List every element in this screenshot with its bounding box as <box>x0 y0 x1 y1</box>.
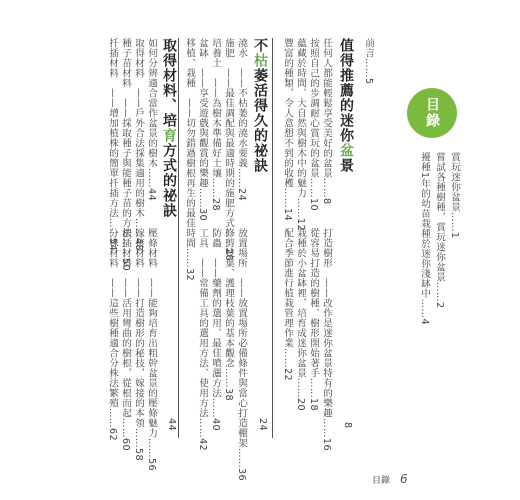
section-2-item-1[interactable]: 澆水 ——不枯萎的澆水要義……24 <box>236 38 247 201</box>
section-3-item-3[interactable]: 種子苗材料 ——採取種子與能種子苗的方法……50 <box>120 38 131 271</box>
section-1-item-4[interactable]: 豐富的種類，令人意想不到的收穫……14 <box>282 38 293 221</box>
section-2-item-5[interactable]: 移植、栽種 ——切勿錯過樹根再生的最佳時間……32 <box>184 38 195 281</box>
section-1-item-6[interactable]: 從容易打造的樹種、樹形開始著手……18 <box>308 228 319 411</box>
section-3-item-5[interactable]: 壓條材料 ——能夠培育出粗幹盆景的壓條魅力……56 <box>146 228 157 471</box>
section-2-item-7[interactable]: 修剪枝葉、護理枝葉的基本觀念……38 <box>223 228 234 401</box>
section-3-item-1[interactable]: 如何分辨適合當作盆景的樹木……44 <box>146 38 157 201</box>
section-1-item-2[interactable]: 按照自己的步調耐心賞玩的盆景……10 <box>308 38 319 211</box>
page-footer <box>372 472 408 486</box>
section-1-title[interactable]: 值得推薦的迷你盆景 <box>338 38 354 173</box>
section-2-item-9[interactable]: 工具 ——常備工具的選用方法、使用方法……42 <box>197 228 208 451</box>
section-2-item-2[interactable]: 施肥 ——最佳調配與最適時期的施肥方式……26 <box>223 38 234 261</box>
section-3-item-8[interactable]: 分株材料 ——這些樹種適合分株法繁殖……62 <box>107 228 118 441</box>
section-divider-2 <box>178 38 179 438</box>
section-2-item-4[interactable]: 盆缽 ——享受遊戲與觀賞的樂趣……30 <box>197 38 208 221</box>
section-1-item-5[interactable]: 打造樹形 ——改作是迷你盆景特有的樂趣……16 <box>321 228 332 451</box>
section-1-page: 8 <box>342 422 353 429</box>
section-2-item-6[interactable]: 放置場所 ——放置場所必備條件與當心打造棚架……36 <box>236 228 247 481</box>
section-3-item-4[interactable]: 扦插材料 ——增加植株的簡單扦插方法……54 <box>107 38 118 251</box>
section-3-item-2[interactable]: 取得材料 ——戶外合法採集適用的樹木……48 <box>133 38 144 251</box>
intro-item-2[interactable]: 嘗試各種樹種，賞玩迷你盆景……2 <box>434 152 445 309</box>
footer-page-number: 6 <box>400 472 408 486</box>
toc-badge: 目錄 <box>407 88 457 138</box>
section-1-item-8[interactable]: 配合季節進行植栽管理作業……22 <box>282 228 293 381</box>
section-divider-1 <box>272 38 273 438</box>
section-2-page: 24 <box>257 418 268 432</box>
footer-label: 目錄 <box>372 476 391 486</box>
section-1-item-3[interactable]: 蘊藏於時間、大自然與樹木中的魅力……12 <box>295 38 306 231</box>
foreword-entry[interactable]: 前言……5 <box>363 38 374 85</box>
intro-item-1[interactable]: 賞玩迷你盆景……1 <box>449 152 460 239</box>
section-2-title[interactable]: 不枯萎活得久的祕訣 <box>252 38 268 173</box>
section-1-item-1[interactable]: 任何人都能輕鬆享受美好的盆景……8 <box>321 38 332 205</box>
section-2-item-8[interactable]: 防蟲 ——藥劑的選用、最佳噴灑方法……40 <box>210 228 221 431</box>
section-3-item-6[interactable]: 嫁接材料 ——打造樹形的秘技，嫁接的本領……58 <box>133 228 144 461</box>
section-3-page: 44 <box>166 418 177 432</box>
section-3-title[interactable]: 取得材料、培育方式的祕訣 <box>161 38 177 218</box>
section-1-item-7[interactable]: 栽種於小盆缽裡，培育成迷你盆景……20 <box>295 228 306 411</box>
section-3-item-7[interactable]: 根插材料 ——活用彎曲的樹根，從根而起……60 <box>120 228 131 451</box>
section-2-item-3[interactable]: 培養土 ——為樹木準備好土壤……28 <box>210 38 221 211</box>
intro-item-3[interactable]: 擾種1年的幼苗栽種於迷你淺缽中……4 <box>419 152 430 325</box>
